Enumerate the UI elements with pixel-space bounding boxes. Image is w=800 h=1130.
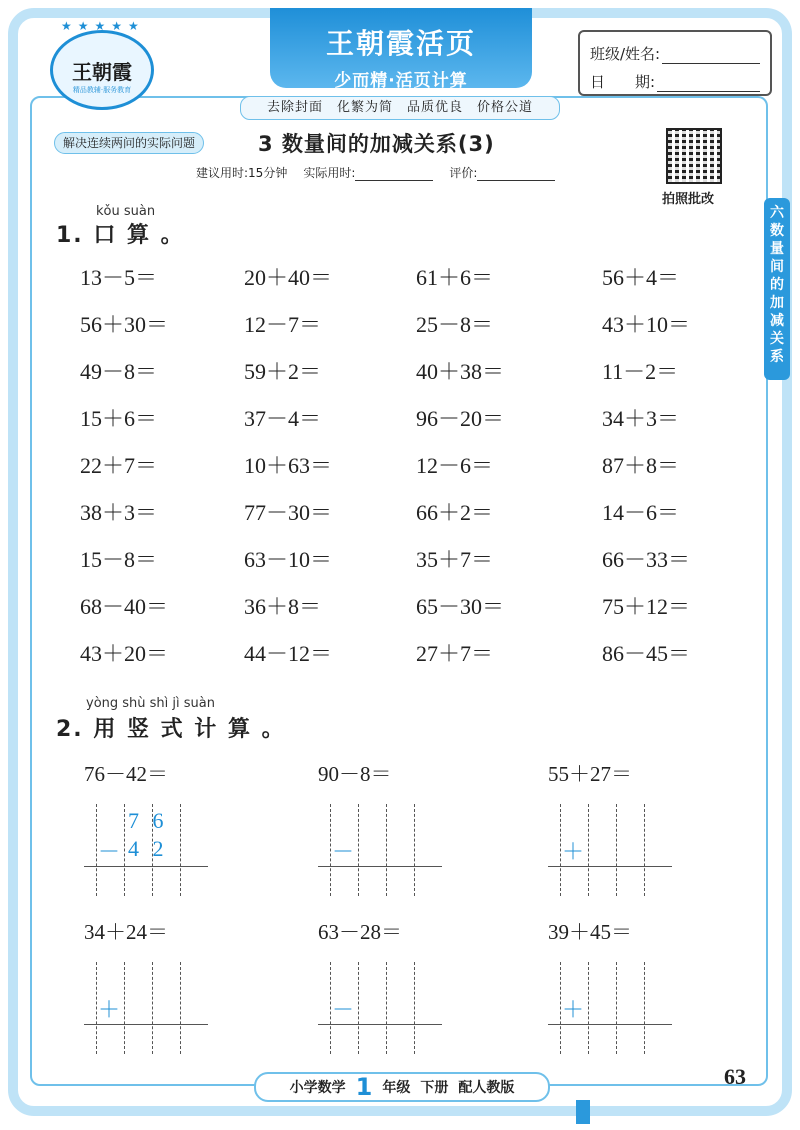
digit-column-line [96,804,97,896]
digit-column-line [358,804,359,896]
footer-grade: 1 [355,1073,373,1101]
vertical-calc-box[interactable] [560,804,660,896]
side-tab-char: 关 [770,331,784,347]
digit-column-line [124,804,125,896]
time-row [196,164,555,181]
sum-line [548,1024,672,1025]
sum-line [84,1024,208,1025]
oral-problem: 11－2＝ [602,359,679,384]
oral-calc-grid [80,258,720,681]
oral-problem: 13－5＝ [80,265,158,290]
bottom-bar [576,1100,590,1124]
oral-problem: 43＋10＝ [602,312,691,337]
oral-problem: 15＋6＝ [80,406,158,431]
footer-grade-suffix: 年级 [382,1080,411,1096]
oral-problem: 63－10＝ [244,547,333,572]
side-tab-char: 加 [770,295,784,311]
side-tab-char: 的 [770,277,784,293]
slogan: 去除封面 化繁为简 品质优良 价格公道 [240,96,560,120]
digit-column-line [560,804,561,896]
oral-problem: 87＋8＝ [602,453,680,478]
oral-problem: 68－40＝ [80,594,169,619]
oral-problem: 44－12＝ [244,641,333,666]
side-tab-char: 六 [770,205,784,221]
vertical-calc-box[interactable] [330,804,430,896]
brand-logo [50,19,154,110]
sum-line [318,1024,442,1025]
oral-problem: 12－7＝ [244,312,322,337]
digit-column-line [588,804,589,896]
digit-column-line [180,804,181,896]
operator-sign: － [98,840,121,865]
section2-title: 2. 用 竖 式 计 算 。 [56,717,286,742]
digit-column-line [644,962,645,1054]
oral-problem: 56＋4＝ [602,265,680,290]
date-label: 日 期: [590,73,656,91]
oral-problem: 40＋38＝ [416,359,505,384]
digit-column-line [386,962,387,1054]
oral-problem: 38＋3＝ [80,500,158,525]
digit-column-line [124,962,125,1054]
vertical-calc-box[interactable] [96,962,196,1054]
qr-code-icon[interactable] [666,128,722,184]
side-tab-char: 减 [770,313,784,329]
actual-time-label: 实际用时: [303,166,356,180]
oral-problem: 49－8＝ [80,359,158,384]
class-name-field[interactable] [662,48,760,64]
oral-problem: 86－45＝ [602,641,691,666]
digit-column-line [386,804,387,896]
oral-problem: 36＋8＝ [244,594,322,619]
vertical-problem-expr: 55＋27＝ [548,762,632,786]
oral-problem: 66－33＝ [602,547,691,572]
sum-line [548,866,672,867]
vertical-calc-box[interactable] [330,962,430,1054]
oral-problem: 75＋12＝ [602,594,691,619]
oral-problem: 96－20＝ [416,406,505,431]
qr-label: 拍照批改 [662,192,715,207]
digit-column-line [96,962,97,1054]
header-banner [270,8,532,91]
vertical-problem-expr: 34＋24＝ [84,920,168,944]
footer-volume: 下册 [420,1080,449,1096]
vertical-problem-expr: 90－8＝ [318,762,392,786]
logo-subtext: 精品教辅·服务教育 [72,86,132,94]
oral-problem: 59＋2＝ [244,359,322,384]
oral-problem: 37－4＝ [244,406,322,431]
lesson-title: 3 数量间的加减关系(3) [258,132,495,156]
section1-title: 1. 口 算 。 [56,223,185,248]
digit-column-line [616,962,617,1054]
worked-top-digits: 7 6 [128,808,168,833]
oral-problem: 43＋20＝ [80,641,169,666]
footer-badge [254,1072,550,1102]
oral-problem: 12－6＝ [416,453,494,478]
banner-subtitle: 少而精·活页计算 [334,71,468,91]
section1-pinyin: kǒu suàn [96,204,156,219]
worked-bottom-digits: 4 2 [128,836,168,861]
oral-problem: 56＋30＝ [80,312,169,337]
digit-column-line [180,962,181,1054]
oral-problem: 14－6＝ [602,500,680,525]
digit-column-line [152,962,153,1054]
page-number: 63 [724,1064,746,1089]
suggested-time: 建议用时:15分钟 [196,166,288,180]
vertical-problem-expr: 39＋45＝ [548,920,632,944]
operator-sign: － [332,998,355,1023]
chapter-side-tab [764,198,790,380]
operator-sign: ＋ [562,998,585,1023]
rating-label: 评价: [449,166,478,180]
logo-stars-icon: ★★★★★ [61,19,145,33]
oral-problem: 35＋7＝ [416,547,494,572]
vertical-problem-expr: 63－28＝ [318,920,402,944]
rating-field[interactable] [477,169,555,181]
oral-problem: 61＋6＝ [416,265,494,290]
side-tab-char: 量 [770,241,784,257]
digit-column-line [330,962,331,1054]
oral-problem: 66＋2＝ [416,500,494,525]
actual-time-group [303,164,433,181]
vertical-calc-box[interactable] [96,804,196,896]
date-row [590,64,760,92]
footer-edition: 配人教版 [458,1080,515,1096]
date-field[interactable] [657,76,760,92]
vertical-problem-expr: 76－42＝ [84,762,168,786]
actual-time-field[interactable] [355,169,433,181]
digit-column-line [644,804,645,896]
digit-column-line [414,962,415,1054]
oral-problem: 34＋3＝ [602,406,680,431]
digit-column-line [616,804,617,896]
operator-sign: ＋ [98,998,121,1023]
logo-text: 王朝霞 [72,59,132,84]
oral-problem: 15－8＝ [80,547,158,572]
side-tab-char: 数 [770,223,784,239]
oral-problem: 25－8＝ [416,312,494,337]
digit-column-line [358,962,359,1054]
class-name-row [590,36,760,64]
side-tab-char: 间 [770,259,784,275]
oral-problem: 10＋63＝ [244,453,333,478]
digit-column-line [330,804,331,896]
operator-sign: ＋ [562,840,585,865]
operator-sign: － [332,840,355,865]
digit-column-line [414,804,415,896]
digit-column-line [560,962,561,1054]
side-tab-char: 系 [770,349,784,365]
section2-pinyin: yòng shù shì jì suàn [86,696,215,711]
digit-column-line [588,962,589,1054]
sum-line [318,866,442,867]
banner-title: 王朝霞活页 [325,27,476,60]
vertical-calc-box[interactable] [560,962,660,1054]
name-date-box [578,30,772,96]
oral-problem: 20＋40＝ [244,265,333,290]
sum-line [84,866,208,867]
footer-subject: 小学数学 [289,1080,346,1096]
oral-problem: 22＋7＝ [80,453,158,478]
oral-problem: 27＋7＝ [416,641,494,666]
oral-problem: 65－30＝ [416,594,505,619]
oral-problem: 77－30＝ [244,500,333,525]
topic-tag: 解决连续两问的实际问题 [54,132,204,154]
class-name-label: 班级/姓名: [590,45,661,63]
rating-group [449,164,555,181]
